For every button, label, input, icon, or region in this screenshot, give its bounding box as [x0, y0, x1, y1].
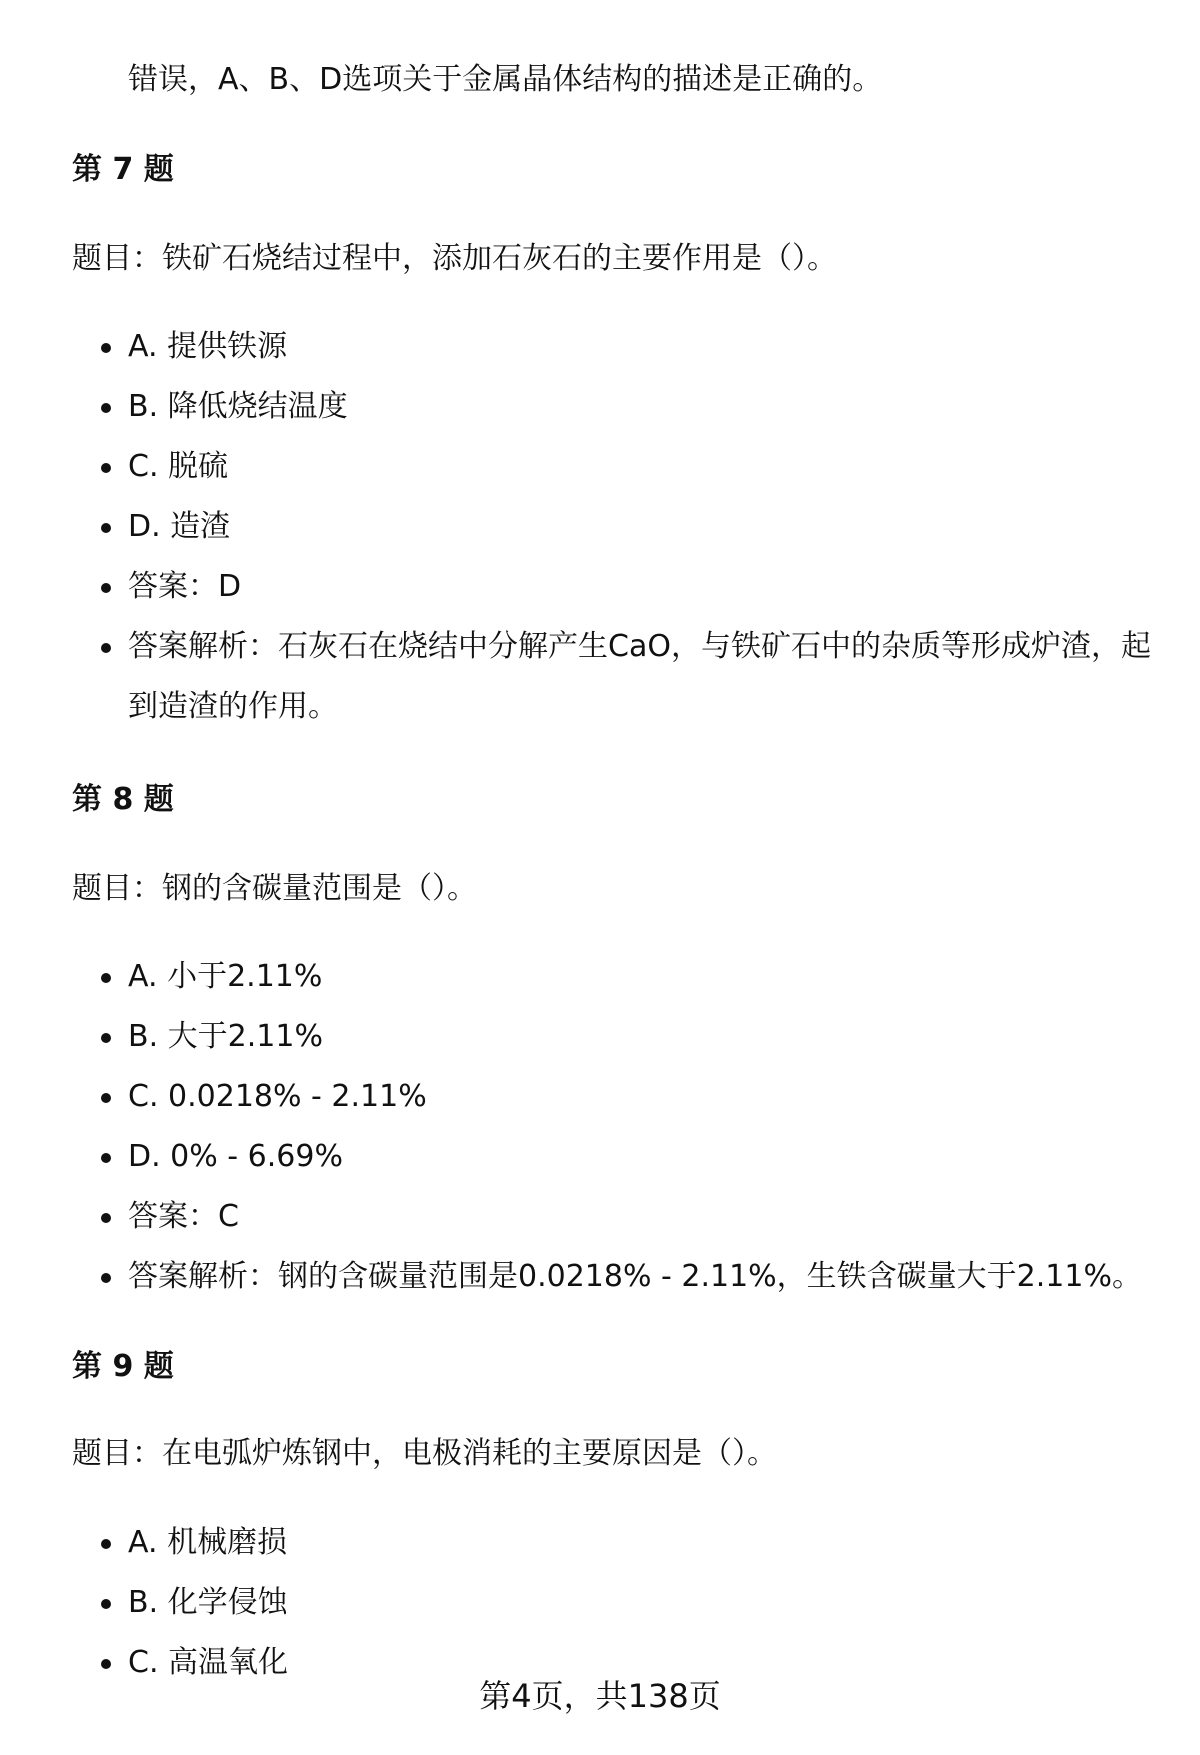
answer-text: 答案：D	[128, 569, 242, 604]
bullet-icon	[101, 523, 111, 533]
bullet-icon	[101, 1539, 111, 1549]
option-item	[128, 317, 1158, 377]
option-item	[128, 1007, 1142, 1067]
option-text: A. 小于2.11%	[128, 959, 323, 994]
option-text: A. 机械磨损	[128, 1525, 288, 1560]
analysis-item	[128, 617, 1158, 737]
question-title: 第 8 题	[72, 782, 174, 817]
option-text: D. 造渣	[128, 509, 231, 544]
option-item	[128, 437, 1158, 497]
option-text: A. 提供铁源	[128, 329, 288, 364]
analysis-text: 答案解析：钢的含碳量范围是0.0218% - 2.11%，生铁含碳量大于2.11%。	[128, 1259, 1142, 1294]
bullet-icon	[101, 463, 111, 473]
bullet-icon	[101, 583, 111, 593]
bullet-icon	[101, 1213, 111, 1223]
option-item	[128, 947, 1142, 1007]
option-text: C. 高温氧化	[128, 1645, 289, 1680]
page-number: 第4页，共138页	[479, 1677, 721, 1715]
bullet-icon	[101, 403, 111, 413]
question-stem: 题目：在电弧炉炼钢中，电极消耗的主要原因是（）。	[72, 1436, 777, 1471]
bullet-icon	[101, 973, 111, 983]
analysis-text: 答案解析：石灰石在烧结中分解产生CaO，与铁矿石中的杂质等形成炉渣，起到造渣的作用。	[128, 629, 1151, 724]
bullet-icon	[101, 1033, 111, 1043]
answer-item	[128, 1187, 1142, 1247]
bullet-icon	[101, 1273, 111, 1283]
option-item	[128, 497, 1158, 557]
question-title: 第 9 题	[72, 1349, 174, 1384]
bullet-icon	[101, 643, 111, 653]
bullet-icon	[101, 1093, 111, 1103]
question-stem: 题目：铁矿石烧结过程中，添加石灰石的主要作用是（）。	[72, 241, 837, 276]
option-text: D. 0% - 6.69%	[128, 1139, 343, 1174]
answer-item	[128, 557, 1158, 617]
option-item	[128, 1127, 1142, 1187]
option-item	[128, 1573, 288, 1633]
analysis-item	[128, 1247, 1142, 1307]
question-title: 第 7 题	[72, 152, 174, 187]
bullet-icon	[101, 1659, 111, 1669]
question-stem: 题目：钢的含碳量范围是（）。	[72, 871, 477, 906]
bullet-icon	[101, 1599, 111, 1609]
option-list	[128, 317, 1158, 737]
option-text: B. 大于2.11%	[128, 1019, 323, 1054]
option-list	[128, 1513, 288, 1693]
option-item	[128, 1513, 288, 1573]
continuation-text: 错误，A、B、D选项关于金属晶体结构的描述是正确的。	[128, 62, 883, 97]
option-text: C. 脱硫	[128, 449, 229, 484]
option-text: C. 0.0218% - 2.11%	[128, 1079, 427, 1114]
bullet-icon	[101, 343, 111, 353]
option-text: B. 降低烧结温度	[128, 389, 348, 424]
option-list	[128, 947, 1142, 1307]
bullet-icon	[101, 1153, 111, 1163]
option-item	[128, 1067, 1142, 1127]
answer-text: 答案：C	[128, 1199, 239, 1234]
option-item	[128, 377, 1158, 437]
option-text: B. 化学侵蚀	[128, 1585, 288, 1620]
